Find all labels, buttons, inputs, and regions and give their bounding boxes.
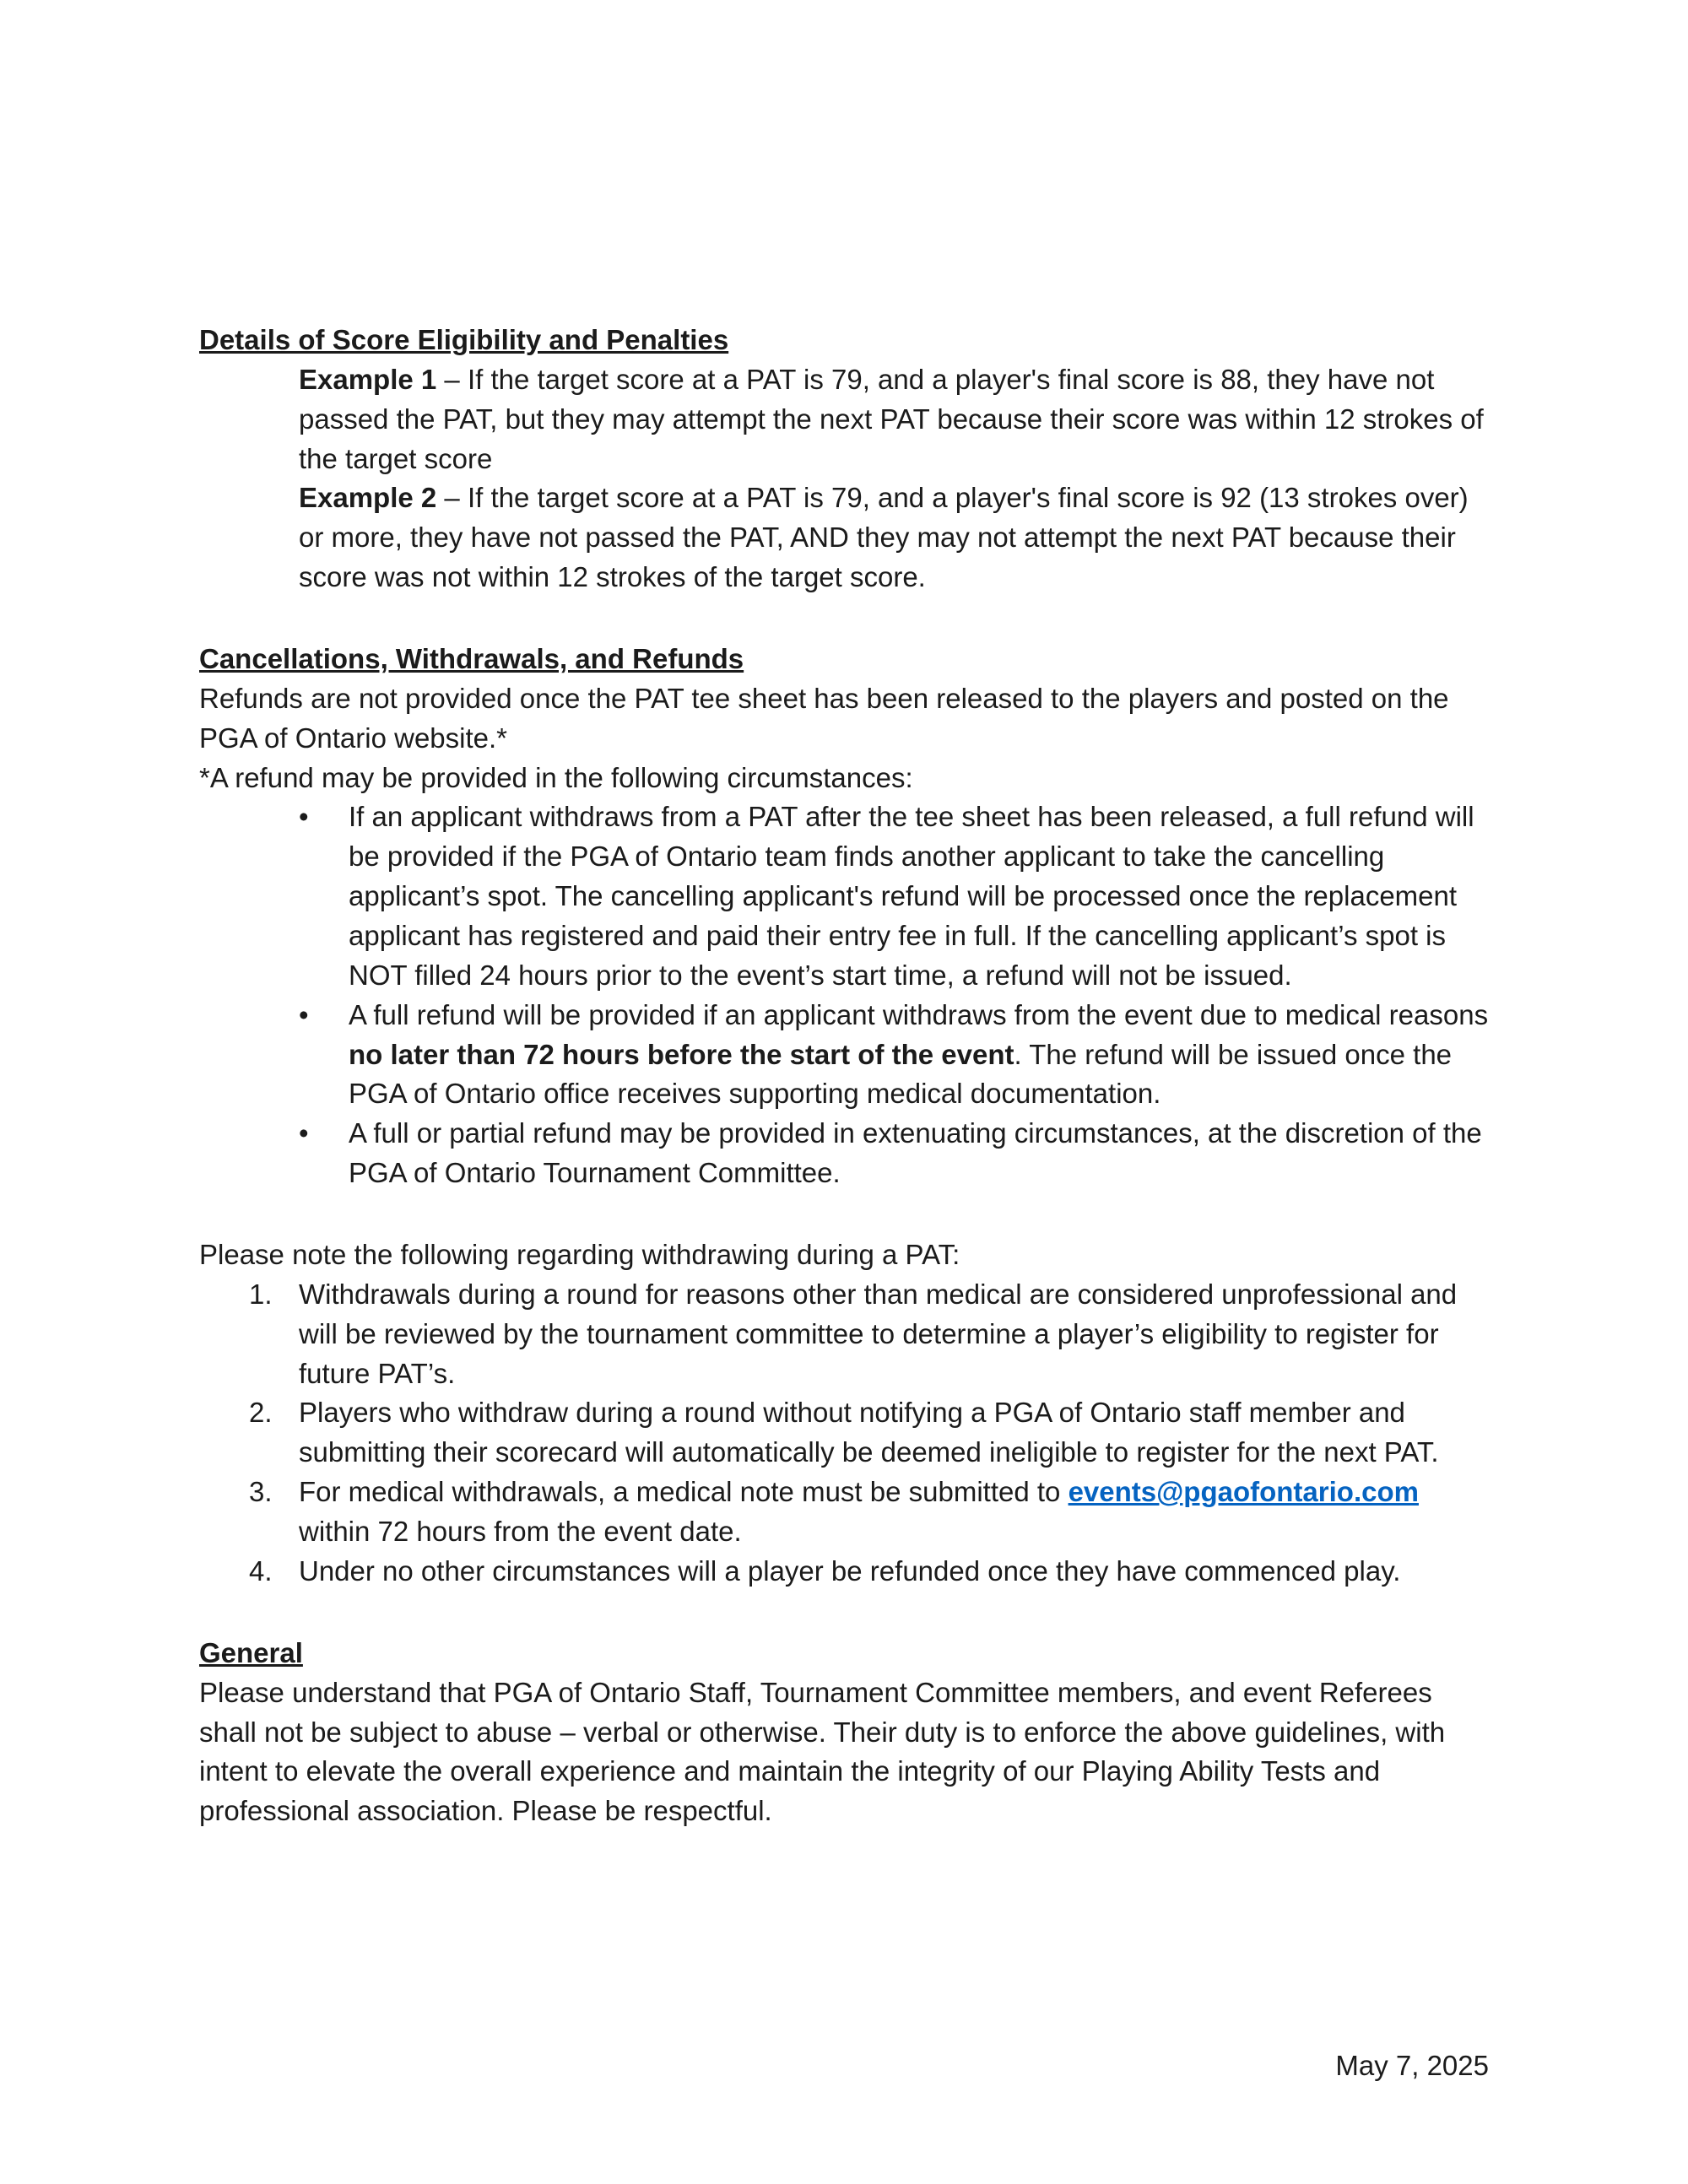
withdrawal-item-1-text: Withdrawals during a round for reasons other than medical are considered unprofessional and will be reviewed by the tournament committee to determine a player’s eligibility to register for future PAT’s. (299, 1278, 1458, 1389)
refund-bullet-3 (199, 1114, 1489, 1193)
refund-bullet-1 (199, 797, 1489, 995)
section-heading-cancellations: Cancellations, Withdrawals, and Refunds (199, 643, 744, 675)
refund-bullet-1-text: If an applicant withdraws from a PAT after the tee sheet has been released, a full refund will be provided if the PGA of Ontario team finds another applicant to take the cancelling applicant’s spot. The cancelling applicant's refund will be processed once the replacement applicant has registered and paid their entry fee in full. If the cancelling applicant’s spot is NOT filled 24 hours prior to the event’s start time, a refund will not be issued. (349, 801, 1474, 991)
refund-bullet-2-text (349, 996, 1489, 1115)
withdrawal-item-3-text (299, 1473, 1489, 1552)
refund-bullet-2-post: . The refund will be issued once the PGA of Ontario office receives supporting medical documentation. (349, 1038, 1453, 1110)
example-1-text: – If the target score at a PAT is 79, and a player's final score is 88, they have not passed the PAT, but they may attempt the next PAT because their score was within 12 strokes of the target score (299, 363, 1484, 474)
example-1-label: Example 1 (299, 363, 437, 395)
example-2-text: – If the target score at a PAT is 79, and a player's final score is 92 (13 strokes over) or more, they have not passed the PAT, AND they may not attempt the next PAT because their score was not within 12 strokes of the target score. (299, 482, 1469, 593)
refund-bullet-3-text: A full or partial refund may be provided in extenuating circumstances, at the discretion of the PGA of Ontario Tournament Committee. (349, 1117, 1482, 1189)
withdrawal-item-1 (199, 1275, 1489, 1394)
events-email-link[interactable]: events@pgaofontario.com (1068, 1476, 1419, 1508)
bullet-icon: • (299, 801, 309, 833)
refund-bullet-2-bold: no later than 72 hours before the start of the event (349, 1038, 1014, 1070)
withdrawal-item-4 (199, 1552, 1489, 1592)
withdrawal-item-3-pre: For medical withdrawals, a medical note must be submitted to (299, 1476, 1069, 1508)
withdrawal-item-3 (199, 1473, 1489, 1552)
example-2-label: Example 2 (299, 482, 437, 514)
list-number: 4. (249, 1554, 273, 1587)
list-number: 3. (249, 1476, 273, 1508)
withdrawal-note-intro: Please note the following regarding withdrawing during a PAT: (199, 1239, 960, 1271)
bullet-icon: • (299, 1117, 309, 1149)
example-2-paragraph (199, 478, 1489, 597)
section-heading-general: General (199, 1636, 303, 1668)
document-date: May 7, 2025 (1335, 2050, 1489, 2081)
refund-bullet-2 (199, 996, 1489, 1115)
section-heading-score-eligibility: Details of Score Eligibility and Penalties (199, 324, 729, 355)
cancellations-intro-2: *A refund may be provided in the following circumstances: (199, 761, 913, 793)
list-number: 2. (249, 1397, 273, 1429)
bullet-icon: • (299, 998, 309, 1030)
example-1-paragraph (199, 360, 1489, 479)
refund-bullet-2-pre: A full refund will be provided if an applicant withdraws from the event due to medical reasons (349, 998, 1489, 1030)
document-content (199, 321, 1489, 1831)
withdrawal-item-2 (199, 1393, 1489, 1473)
list-number: 1. (249, 1278, 273, 1310)
cancellations-intro-1: Refunds are not provided once the PAT tee sheet has been released to the players and posted on the PGA of Ontario website.* (199, 682, 1449, 754)
withdrawal-item-3-post: within 72 hours from the event date. (299, 1516, 742, 1548)
withdrawal-item-4-text: Under no other circumstances will a player be refunded once they have commenced play. (299, 1554, 1401, 1587)
withdrawal-item-2-text: Players who withdraw during a round without notifying a PGA of Ontario staff member and submitting their scorecard will automatically be deemed ineligible to register for the next PAT. (299, 1397, 1439, 1468)
general-body: Please understand that PGA of Ontario Staff, Tournament Committee members, and event Referees shall not be subject to abuse – verbal or otherwise. Their duty is to enforce the above guidelines, with intent to elevate the overall experience and maintain the integrity of our Playing Ability Tests and professional association. Please be respectful. (199, 1676, 1446, 1827)
